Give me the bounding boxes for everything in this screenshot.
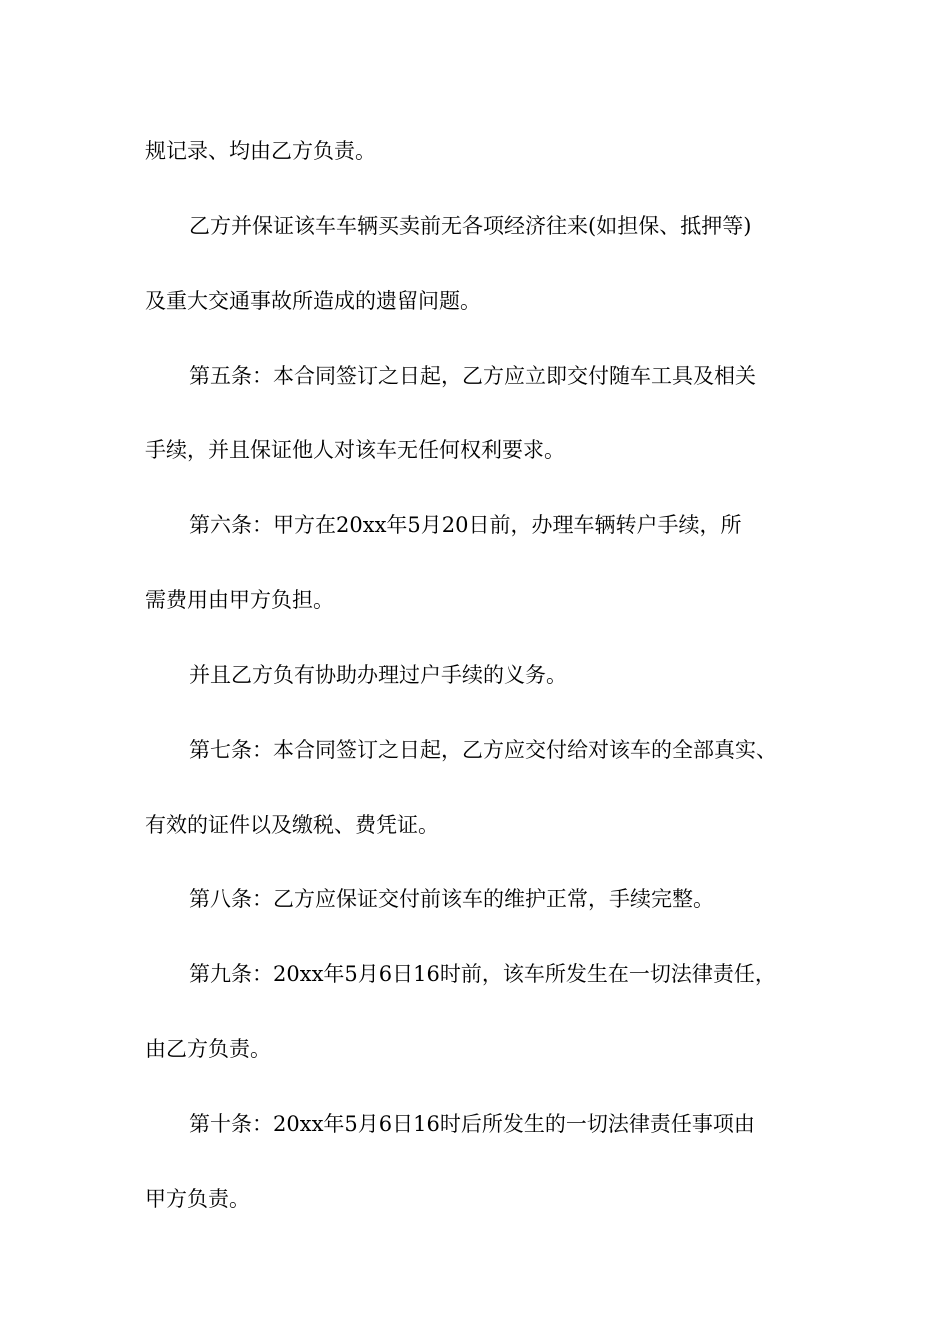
text-line: 有效的证件以及缴税、费凭证。 <box>145 813 439 837</box>
text-line: 第十条：20xx年5月6日16时后所发生的一切法律责任事项由 <box>189 1112 755 1136</box>
text-line: 规记录、均由乙方负责。 <box>145 139 376 163</box>
text-line: 手续，并且保证他人对该车无任何权利要求。 <box>145 438 565 462</box>
text-line: 需费用由甲方负担。 <box>145 588 334 612</box>
text-line: 第六条：甲方在20xx年5月20日前，办理车辆转户手续，所 <box>189 513 742 537</box>
text-line: 第七条：本合同签订之日起，乙方应交付给对该车的全部真实、 <box>189 738 777 762</box>
text-line: 第八条：乙方应保证交付前该车的维护正常，手续完整。 <box>189 887 714 911</box>
text-line: 乙方并保证该车车辆买卖前无各项经济往来(如担保、抵押等) <box>189 214 752 238</box>
text-line: 第九条：20xx年5月6日16时前，该车所发生在一切法律责任， <box>189 962 776 986</box>
text-line: 第五条：本合同签订之日起，乙方应立即交付随车工具及相关 <box>189 364 756 388</box>
text-line: 及重大交通事故所造成的遗留问题。 <box>145 289 481 313</box>
text-line: 由乙方负责。 <box>145 1037 271 1061</box>
text-line: 并且乙方负有协助办理过户手续的义务。 <box>189 663 567 687</box>
text-line: 甲方负责。 <box>145 1187 250 1211</box>
